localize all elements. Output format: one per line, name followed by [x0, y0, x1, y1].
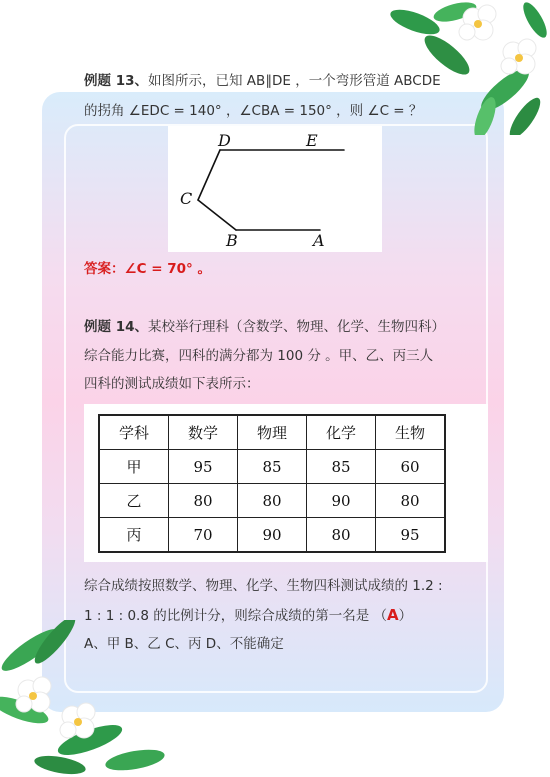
label-D: D [218, 131, 231, 150]
score-table [98, 414, 446, 553]
table-header-cell: 数学 [169, 415, 238, 450]
table-row [99, 484, 445, 518]
q13-title: 例题 13、 [84, 73, 148, 89]
table-cell: 80 [169, 484, 238, 518]
table-cell: 60 [376, 450, 446, 484]
table-header-cell: 生物 [376, 415, 446, 450]
q14-after-text-1: 综合成绩按照数学、物理、化学、生物四科测试成绩的 1.2 : [84, 578, 443, 594]
table-cell: 丙 [99, 518, 169, 553]
table-header-row [99, 415, 445, 450]
table-cell: 85 [238, 450, 307, 484]
table-cell: 95 [376, 518, 446, 553]
q14-answer: A [387, 606, 399, 624]
table-header-cell: 化学 [307, 415, 376, 450]
label-A: A [313, 231, 325, 250]
label-C: C [180, 189, 193, 208]
label-B: B [226, 231, 238, 250]
q14-options: A、甲 B、乙 C、丙 D、不能确定 [84, 636, 284, 652]
label-E: E [306, 131, 318, 150]
geometry-figure [168, 126, 382, 252]
q14-title: 例题 14、 [84, 319, 148, 335]
q14-text-2: 综合能力比赛，四科的满分都为 100 分 。甲、乙、丙三人 [84, 348, 434, 364]
table-cell: 80 [376, 484, 446, 518]
table-cell: 95 [169, 450, 238, 484]
table-header-cell: 物理 [238, 415, 307, 450]
q13-text-1: 如图所示，已知 AB∥DE ，一个弯形管道 ABCDE [148, 73, 441, 89]
q14-after-line2 [84, 605, 412, 626]
table-header-cell: 学科 [99, 415, 169, 450]
table-cell: 80 [307, 518, 376, 553]
q13-text-2: 的拐角 ∠EDC = 140° ，∠CBA = 150° ，则 ∠C = ？ [84, 103, 423, 119]
q14-text-1: 某校举行理科（含数学、物理、化学、生物四科） [148, 319, 445, 335]
table-cell: 70 [169, 518, 238, 553]
table-cell: 85 [307, 450, 376, 484]
table-row [99, 518, 445, 553]
table-cell: 90 [238, 518, 307, 553]
q13-line1 [84, 71, 441, 91]
q14-text-3: 四科的测试成绩如下表所示： [84, 376, 260, 392]
q13-answer: 答案：∠C = 70° 。 [84, 261, 211, 277]
q14-after-text-2: 1 : 1 : 0.8 的比例计分，则综合成绩的第一名是 （ [84, 608, 387, 624]
table-cell: 甲 [99, 450, 169, 484]
q14-after-text-3: ） [398, 608, 413, 624]
score-table-container [84, 404, 488, 562]
table-cell: 80 [238, 484, 307, 518]
q14-line1 [84, 317, 445, 337]
table-row [99, 450, 445, 484]
table-cell: 乙 [99, 484, 169, 518]
table-cell: 90 [307, 484, 376, 518]
